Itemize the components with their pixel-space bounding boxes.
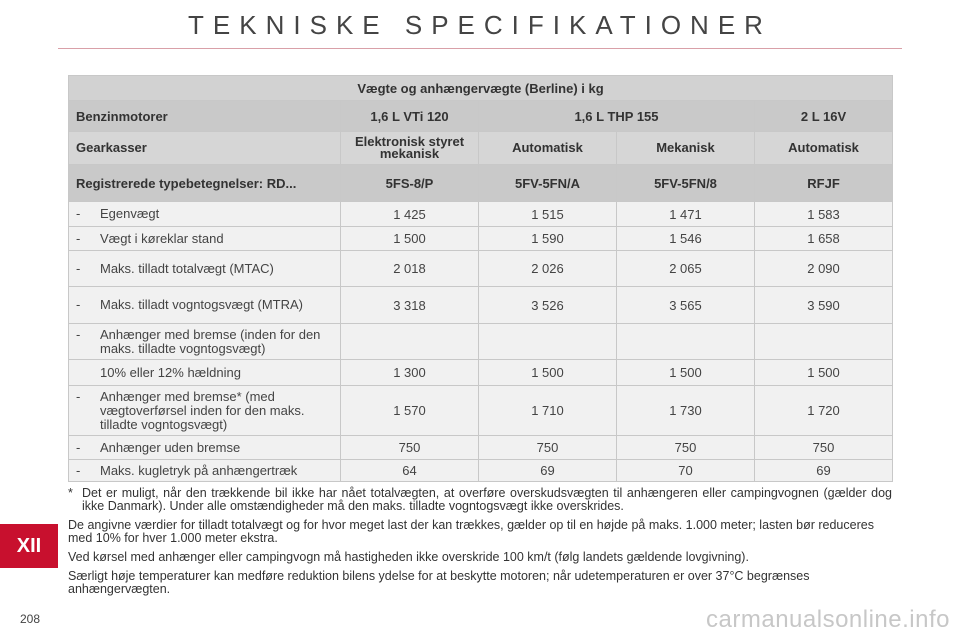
page-number: 208	[20, 612, 41, 626]
watermark: carmanualsonline.info	[706, 606, 950, 633]
motor-value: 1,6 L THP 155	[479, 101, 755, 132]
row-dash: -	[76, 206, 81, 221]
gearbox-value: Elektronisk styret mekanisk	[341, 132, 479, 165]
row-value: 1 500	[341, 227, 479, 251]
row-value: 3 526	[479, 287, 617, 324]
table-caption-row	[69, 76, 893, 101]
row-value: 3 318	[341, 287, 479, 324]
type-designation-value: 5FV-5FN/A	[479, 165, 617, 202]
row-dash: -	[76, 388, 81, 404]
row-value: 1 300	[341, 360, 479, 386]
row-value: 750	[617, 436, 755, 460]
gearbox-label: Gearkasser	[69, 132, 341, 165]
row-dash: -	[76, 326, 81, 342]
row-value	[479, 324, 617, 360]
weights-table	[68, 75, 893, 482]
table-row	[69, 460, 893, 482]
row-value: 750	[341, 436, 479, 460]
footnote-star	[68, 487, 892, 513]
row-value: 1 500	[479, 360, 617, 386]
row-label: 10% eller 12% hældning	[100, 364, 241, 380]
footnote-star-text: Det er muligt, når den trækkende bil ikke har nået totalvægten, at overføre overskudsvægten til anhængeren eller campingvognen (gælder dog ikke Danmark). Under alle omstændigheder må den maks. tilladte vogntogsvægt ikke overskrides.	[82, 486, 892, 513]
row-value: 70	[617, 460, 755, 482]
row-label: Egenvægt	[100, 206, 160, 221]
row-value: 3 590	[755, 287, 893, 324]
row-value: 1 730	[617, 386, 755, 436]
row-dash: -	[76, 260, 81, 276]
row-value	[617, 324, 755, 360]
table-row	[69, 251, 893, 287]
type-designation-value: 5FS-8/P	[341, 165, 479, 202]
gearbox-value: Automatisk	[479, 132, 617, 165]
row-value: 1 500	[755, 360, 893, 386]
chapter-tab: XII	[0, 524, 58, 568]
row-value: 1 710	[479, 386, 617, 436]
row-value: 750	[755, 436, 893, 460]
table-row	[69, 324, 893, 360]
row-value: 2 065	[617, 251, 755, 287]
row-value: 2 026	[479, 251, 617, 287]
row-dash: -	[76, 297, 81, 312]
type-designation-value: 5FV-5FN/8	[617, 165, 755, 202]
table-row	[69, 287, 893, 324]
footnote-speed: Ved kørsel med anhænger eller campingvogn må hastigheden ikke overskride 100 km/t (følg landets gældende lovgivning).	[68, 550, 749, 564]
gearbox-row	[69, 132, 893, 165]
row-value: 3 565	[617, 287, 755, 324]
table-row	[69, 386, 893, 436]
row-value: 69	[755, 460, 893, 482]
title-divider	[58, 48, 902, 49]
row-value: 1 425	[341, 202, 479, 227]
table-row	[69, 227, 893, 251]
row-value: 1 546	[617, 227, 755, 251]
row-value: 1 515	[479, 202, 617, 227]
table-caption: Vægte og anhængervægte (Berline) i kg	[69, 76, 893, 101]
row-value: 64	[341, 460, 479, 482]
row-value: 1 570	[341, 386, 479, 436]
motor-label: Benzinmotorer	[69, 101, 341, 132]
row-value: 1 583	[755, 202, 893, 227]
row-value: 1 590	[479, 227, 617, 251]
row-label: Maks. tilladt vogntogsvægt (MTRA)	[100, 297, 304, 312]
row-dash: -	[76, 462, 81, 478]
row-value	[755, 324, 893, 360]
row-label: Anhænger med bremse (inden for den maks. tilladte vogntogsvægt)	[100, 326, 321, 356]
footnote-altitude: De angivne værdier for tilladt totalvægt og for hvor meget last der kan trækkes, gælder op til en højde på maks. 1.000 meter; lasten bør reduceres med 10% for hver 1.000 meter ekstra.	[68, 518, 874, 545]
row-value: 1 500	[617, 360, 755, 386]
row-label: Anhænger med bremse* (med vægtoverførsel inden for den maks. tilladte vogntogsvægt)	[100, 388, 305, 432]
row-label: Maks. kugletryk på anhængertræk	[100, 462, 298, 478]
footnotes	[68, 487, 892, 602]
type-designation-label: Registrerede typebetegnelser: RD...	[69, 165, 341, 202]
gearbox-value: Mekanisk	[617, 132, 755, 165]
row-label: Vægt i køreklar stand	[100, 230, 224, 246]
footnote-temperature: Særligt høje temperaturer kan medføre reduktion bilens ydelse for at beskytte motoren; når udetemperaturen er over 37°C begrænses anhængervægten.	[68, 569, 810, 596]
motor-row	[69, 101, 893, 132]
motor-value: 1,6 L VTi 120	[341, 101, 479, 132]
row-label: Maks. tilladt totalvægt (MTAC)	[100, 260, 274, 276]
footnote-mark: *	[68, 486, 73, 500]
table-row	[69, 202, 893, 227]
type-designation-value: RFJF	[755, 165, 893, 202]
row-label: Anhænger uden bremse	[100, 439, 241, 455]
table-row	[69, 360, 893, 386]
gearbox-value: Automatisk	[755, 132, 893, 165]
row-value: 1 658	[755, 227, 893, 251]
table-row	[69, 436, 893, 460]
row-dash: -	[76, 439, 81, 455]
row-value	[341, 324, 479, 360]
motor-value: 2 L 16V	[755, 101, 893, 132]
row-value: 2 018	[341, 251, 479, 287]
row-value: 750	[479, 436, 617, 460]
row-value: 1 471	[617, 202, 755, 227]
type-designation-row	[69, 165, 893, 202]
page-title: TEKNISKE SPECIFIKATIONER	[188, 10, 772, 40]
row-value: 2 090	[755, 251, 893, 287]
row-value: 1 720	[755, 386, 893, 436]
row-dash: -	[76, 230, 81, 246]
row-value: 69	[479, 460, 617, 482]
